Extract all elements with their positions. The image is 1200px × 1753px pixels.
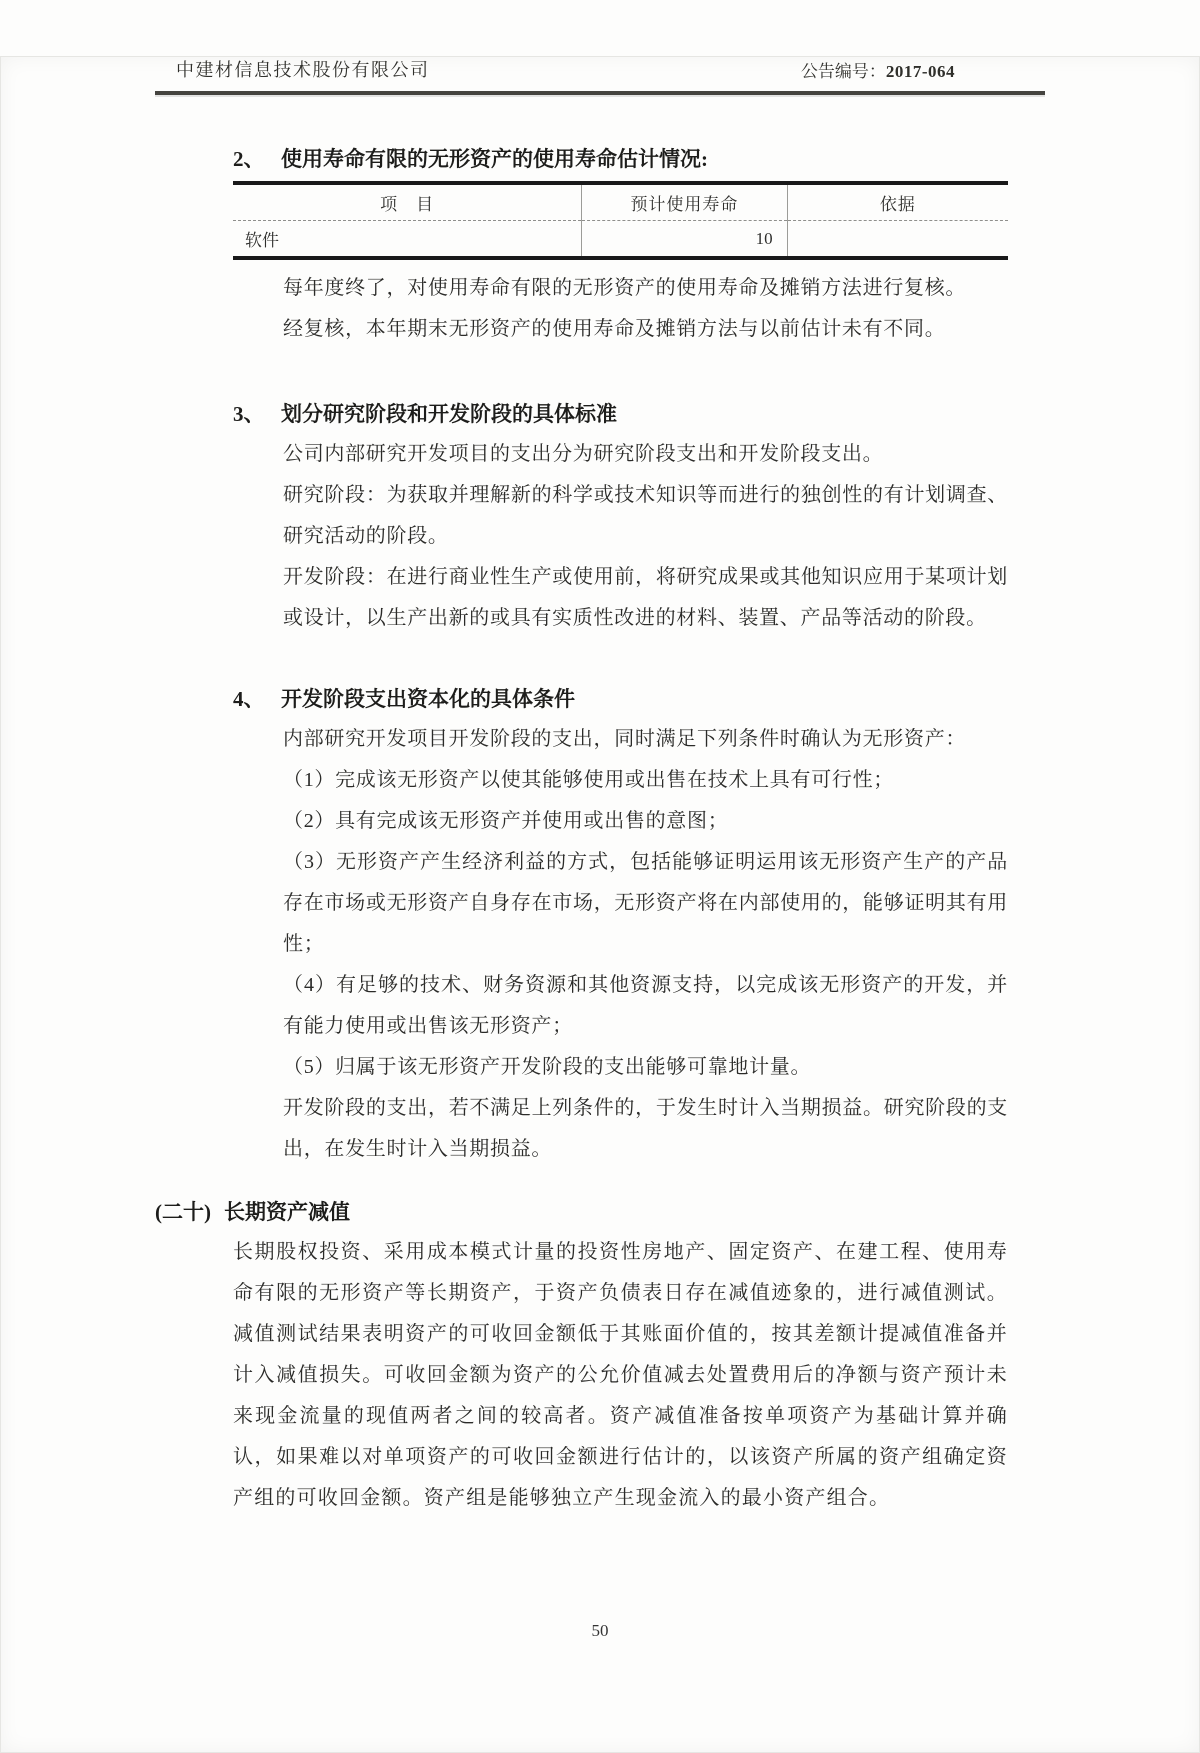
section-3-title: 划分研究阶段和开发阶段的具体标准 — [281, 402, 617, 426]
section-4-title: 开发阶段支出资本化的具体条件 — [281, 687, 575, 711]
section-20-title: 长期资产减值 — [224, 1200, 350, 1224]
section-long-term-asset-impairment — [155, 1192, 1008, 1519]
section-useful-life-estimate — [233, 139, 1008, 350]
announcement-no: 2017-064 — [885, 62, 955, 81]
section-2-heading — [233, 139, 1008, 179]
paragraph: 每年度终了，对使用寿命有限的无形资产的使用寿命及摊销方法进行复核。 — [283, 277, 967, 299]
announcement-label: 公告编号： — [800, 62, 886, 81]
list-item-2: （2）具有完成该无形资产并使用或出售的意图； — [283, 810, 729, 832]
list-item-5: （5）归属于该无形资产开发阶段的支出能够可靠地计量。 — [283, 1056, 812, 1078]
document-page — [0, 56, 1200, 1753]
cell-basis — [787, 221, 1008, 259]
useful-life-table — [233, 181, 1008, 260]
column-header-item: 项 目 — [233, 183, 582, 221]
paragraph: 长期股权投资、采用成本模式计量的投资性房地产、固定资产、在建工程、使用寿命有限的无形资产等长期资产，于资产负债表日存在减值迹象的，进行减值测试。减值测试结果表明资产的可收回金额低于其账面价值的，按其差额计提减值准备并计入减值损失。可收回金额为资产的公允价值减去处置费用后的净额与资产预计未来现金流量的现值两者之间的较高者。资产减值准备按单项资产为基础计算并确认，如果难以对单项资产的可收回金额进行估计的，以该资产所属的资产组确定资产组的可收回金额。资产组是能够独立产生现金流入的最小资产组合。 — [233, 1241, 1008, 1509]
section-20-number: (二十) — [155, 1200, 211, 1224]
section-2-title: 使用寿命有限的无形资产的使用寿命估计情况: — [281, 147, 708, 171]
paragraph: 开发阶段：在进行商业性生产或使用前，将研究成果或其他知识应用于某项计划或设计，以生产出新的或具有实质性改进的材料、装置、产品等活动的阶段。 — [283, 566, 1008, 629]
paragraph: 经复核，本年期末无形资产的使用寿命及摊销方法与以前估计未有不同。 — [283, 318, 946, 340]
section-3-number: 3、 — [233, 402, 265, 426]
section-2-paragraphs — [233, 268, 1008, 350]
section-4-paragraphs — [233, 719, 1008, 1170]
page-number: 50 — [591, 1621, 609, 1640]
paragraph: 研究阶段：为获取并理解新的科学或技术知识等而进行的独创性的有计划调查、研究活动的阶段。 — [283, 484, 1008, 547]
column-header-basis: 依据 — [787, 183, 1008, 221]
section-4-number: 4、 — [233, 687, 265, 711]
paragraph: 公司内部研究开发项目的支出分为研究阶段支出和开发阶段支出。 — [283, 443, 884, 465]
page-footer — [0, 1621, 1200, 1641]
company-name: 中建材信息技术股份有限公司 — [176, 60, 430, 80]
announcement-number — [801, 57, 1045, 82]
section-20-heading — [155, 1192, 1008, 1232]
table-header-row — [233, 183, 1008, 221]
paragraph: 内部研究开发项目开发阶段的支出，同时满足下列条件时确认为无形资产： — [283, 728, 967, 750]
cell-expected-life: 10 — [582, 221, 787, 259]
column-header-expected-life: 预计使用寿命 — [582, 183, 787, 221]
section-capitalization-conditions — [233, 679, 1008, 1170]
list-item-3: （3）无形资产产生经济利益的方式，包括能够证明运用该无形资产生产的产品存在市场或无形资产自身存在市场，无形资产将在内部使用的，能够证明其有用性； — [283, 851, 1008, 955]
section-3-heading — [233, 394, 1008, 434]
section-3-paragraphs — [233, 434, 1008, 639]
list-item-4: （4）有足够的技术、财务资源和其他资源支持，以完成该无形资产的开发，并有能力使用或出售该无形资产； — [283, 974, 1008, 1037]
document-body — [155, 139, 1008, 1519]
table-row — [233, 221, 1008, 259]
section-4-heading — [233, 679, 1008, 719]
list-item-1: （1）完成该无形资产以使其能够使用或出售在技术上具有可行性； — [283, 769, 894, 791]
page-header — [155, 56, 1045, 95]
section-2-number: 2、 — [233, 147, 265, 171]
paragraph: 开发阶段的支出，若不满足上列条件的，于发生时计入当期损益。研究阶段的支出，在发生时计入当期损益。 — [283, 1097, 1008, 1160]
cell-item-software: 软件 — [245, 231, 279, 250]
section-research-development-stages — [233, 394, 1008, 639]
